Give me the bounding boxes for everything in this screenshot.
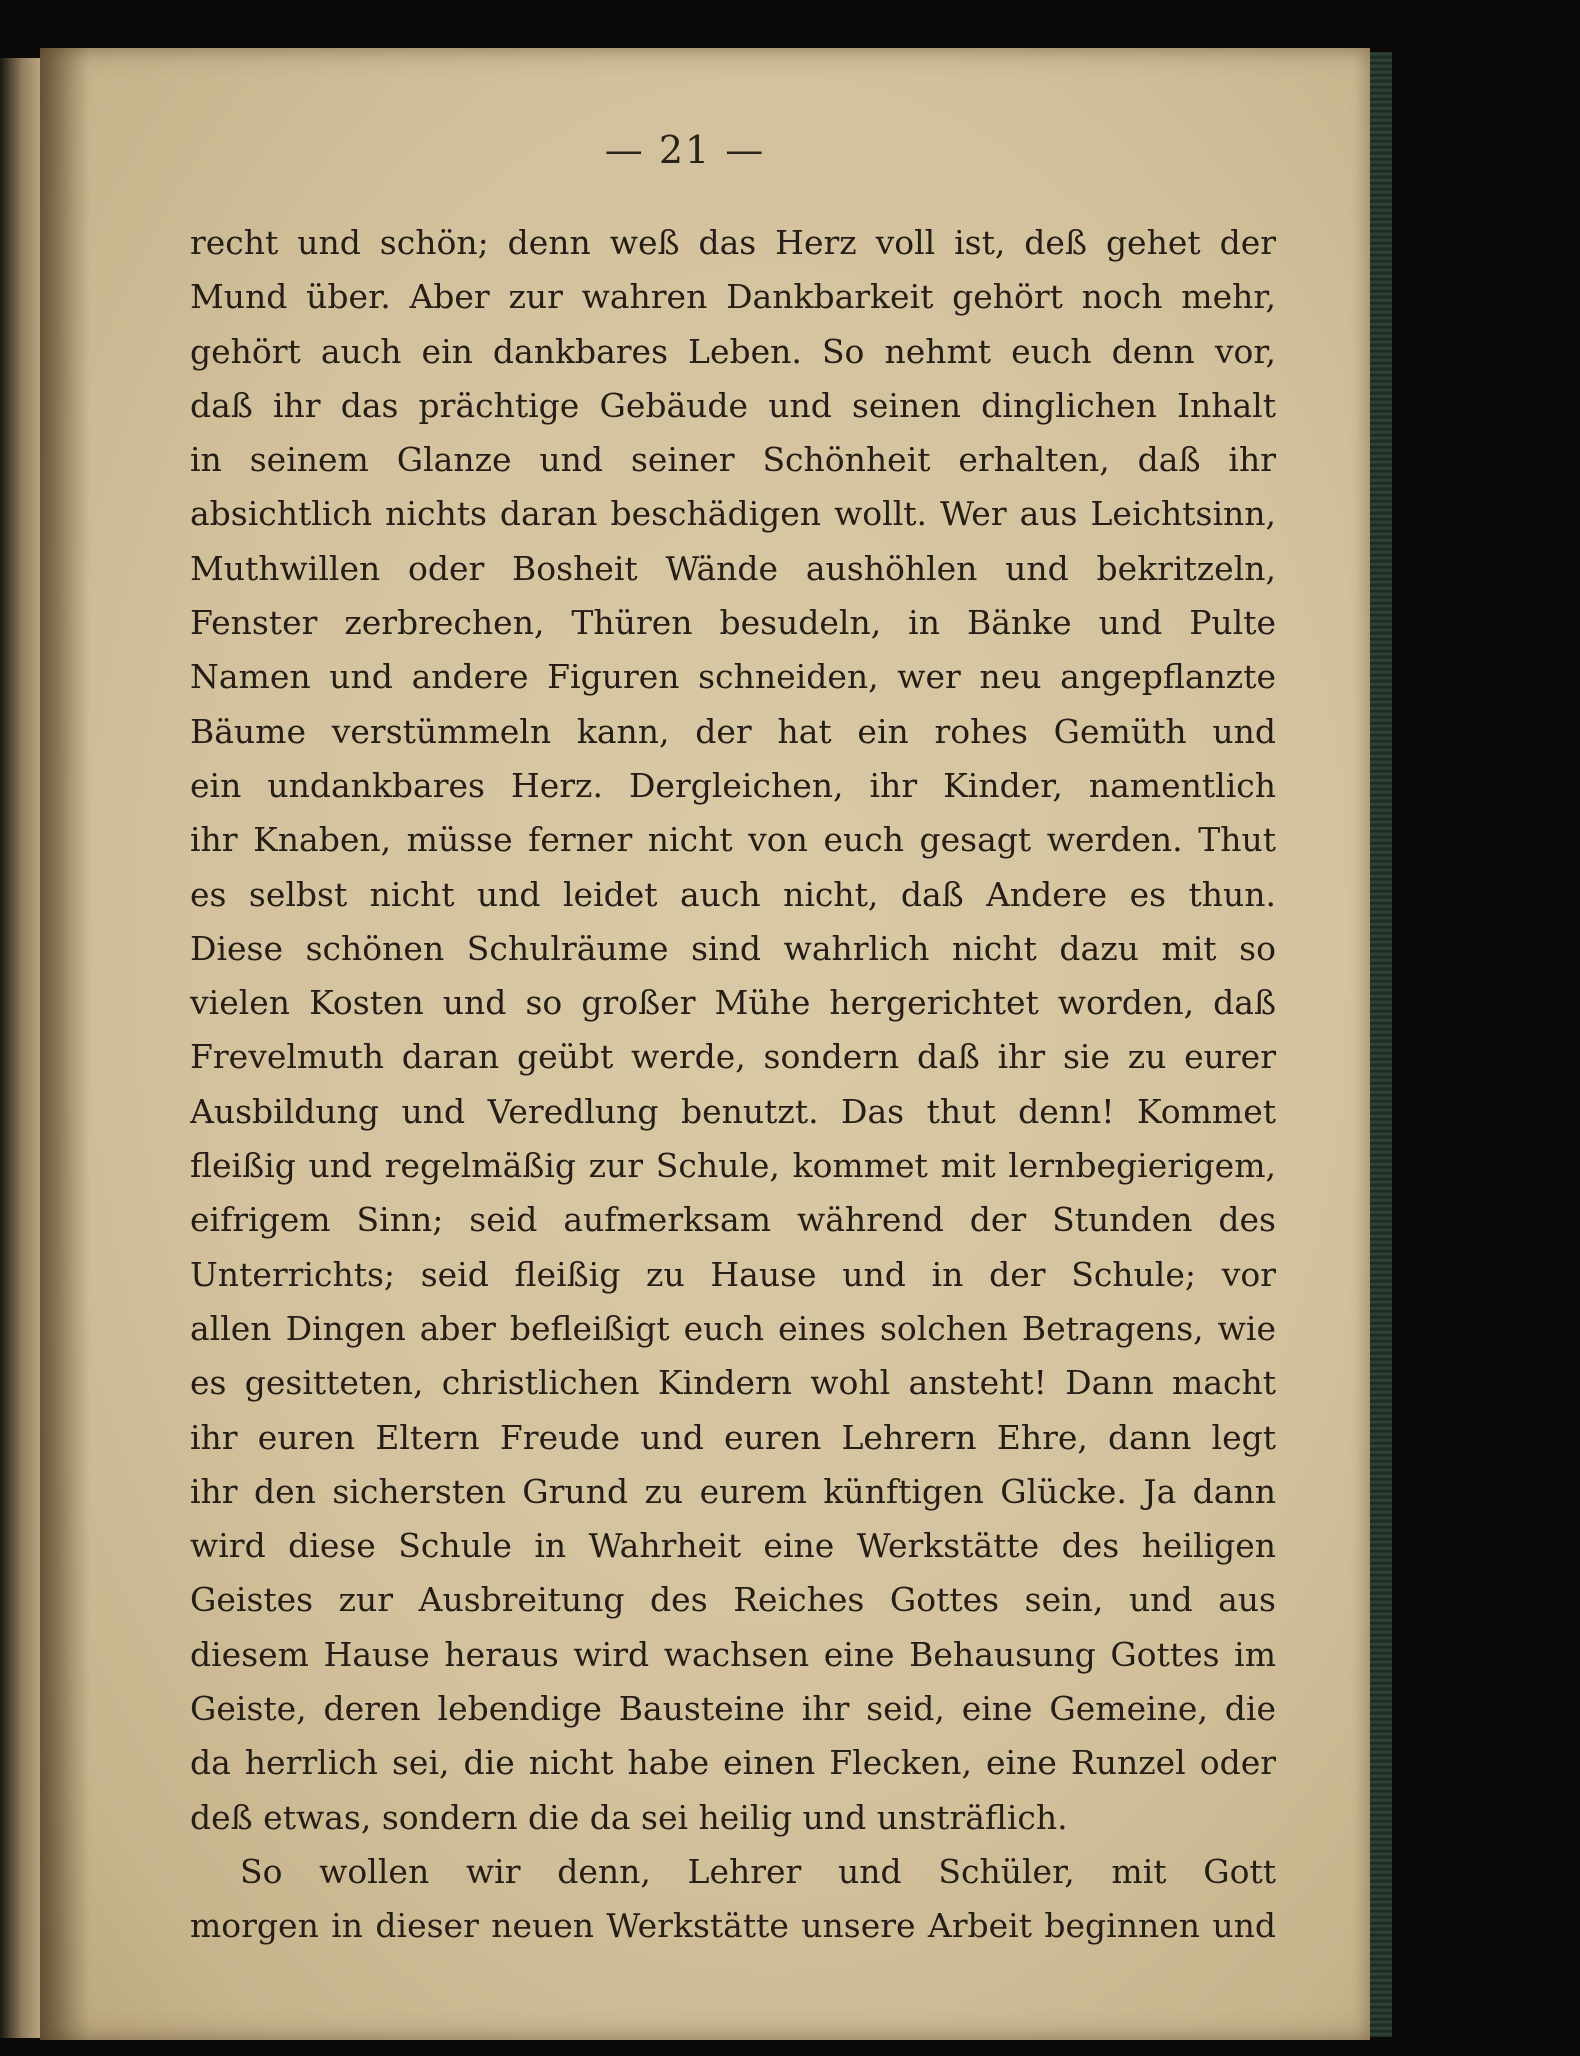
book-page	[40, 48, 1370, 2040]
text-line: wird diese Schule in Wahrheit eine Werkstätte des heiligen	[190, 1526, 1276, 1566]
text-line: vielen Kosten und so großer Mühe hergerichtet worden, daß	[190, 983, 1276, 1023]
text-line: absichtlich nichts daran beschädigen wollt. Wer aus Leichtsinn,	[190, 494, 1276, 534]
text-line: es selbst nicht und leidet auch nicht, daß Andere es thun.	[190, 874, 1276, 914]
text-line: es gesitteten, christlichen Kindern wohl ansteht! Dann macht	[190, 1363, 1276, 1403]
text-line: Frevelmuth daran geübt werde, sondern daß ihr sie zu eurer	[190, 1037, 1276, 1077]
text-line: Mund über. Aber zur wahren Dankbarkeit gehört noch mehr,	[190, 277, 1276, 317]
text-line: Diese schönen Schulräume sind wahrlich nicht dazu mit so	[190, 928, 1276, 968]
text-line: Geiste, deren lebendige Bausteine ihr seid, eine Gemeine, die	[190, 1689, 1276, 1729]
text-line: eifrigem Sinn; seid aufmerksam während der Stunden des	[190, 1200, 1276, 1240]
text-line-paragraph-start: So wollen wir denn, Lehrer und Schüler, mit Gott	[240, 1851, 1276, 1891]
text-line: Namen und andere Figuren schneiden, wer neu angepflanzte	[190, 657, 1276, 697]
text-line: gehört auch ein dankbares Leben. So nehmt euch denn vor,	[190, 331, 1276, 371]
text-line: Geistes zur Ausbreitung des Reiches Gottes sein, und aus	[190, 1580, 1276, 1620]
text-line: recht und schön; denn weß das Herz voll ist, deß gehet der	[190, 223, 1276, 262]
text-line: ihr euren Eltern Freude und euren Lehrern Ehre, dann legt	[190, 1417, 1276, 1457]
text-line: Ausbildung und Veredlung benutzt. Das thut denn! Kommet	[190, 1091, 1276, 1131]
book-spine-edge	[1370, 52, 1392, 2037]
text-line: Unterrichts; seid fleißig zu Hause und in der Schule; vor	[190, 1254, 1276, 1294]
text-line: Muthwillen oder Bosheit Wände aushöhlen und bekritzeln,	[190, 548, 1276, 588]
text-line: in seinem Glanze und seiner Schönheit erhalten, daß ihr	[190, 440, 1276, 480]
text-line: ihr Knaben, müsse ferner nicht von euch gesagt werden. Thut	[190, 820, 1276, 860]
text-line: ihr den sichersten Grund zu eurem künftigen Glücke. Ja dann	[190, 1471, 1276, 1511]
text-line: Bäume verstümmeln kann, der hat ein rohes Gemüth und	[190, 711, 1276, 751]
text-line: daß ihr das prächtige Gebäude und seinen dinglichen Inhalt	[190, 385, 1276, 425]
text-line-paragraph-end: deß etwas, sondern die da sei heilig und unsträflich.	[190, 1797, 1068, 1837]
previous-page-edge	[0, 58, 40, 2038]
text-line: fleißig und regelmäßig zur Schule, kommet mit lernbegierigem,	[190, 1146, 1276, 1186]
text-line: Fenster zerbrechen, Thüren besudeln, in Bänke und Pulte	[190, 603, 1276, 643]
page-number: — 21 —	[604, 128, 766, 172]
text-line: ein undankbares Herz. Dergleichen, ihr Kinder, namentlich	[190, 765, 1276, 805]
body-text	[190, 216, 1276, 1954]
text-line: diesem Hause heraus wird wachsen eine Behausung Gottes im	[190, 1634, 1276, 1674]
text-line: allen Dingen aber befleißigt euch eines solchen Betragens, wie	[190, 1308, 1276, 1348]
text-line: da herrlich sei, die nicht habe einen Flecken, eine Runzel oder	[190, 1743, 1276, 1783]
text-line: morgen in dieser neuen Werkstätte unsere Arbeit beginnen und	[190, 1906, 1276, 1946]
gutter-shadow	[40, 48, 90, 2040]
